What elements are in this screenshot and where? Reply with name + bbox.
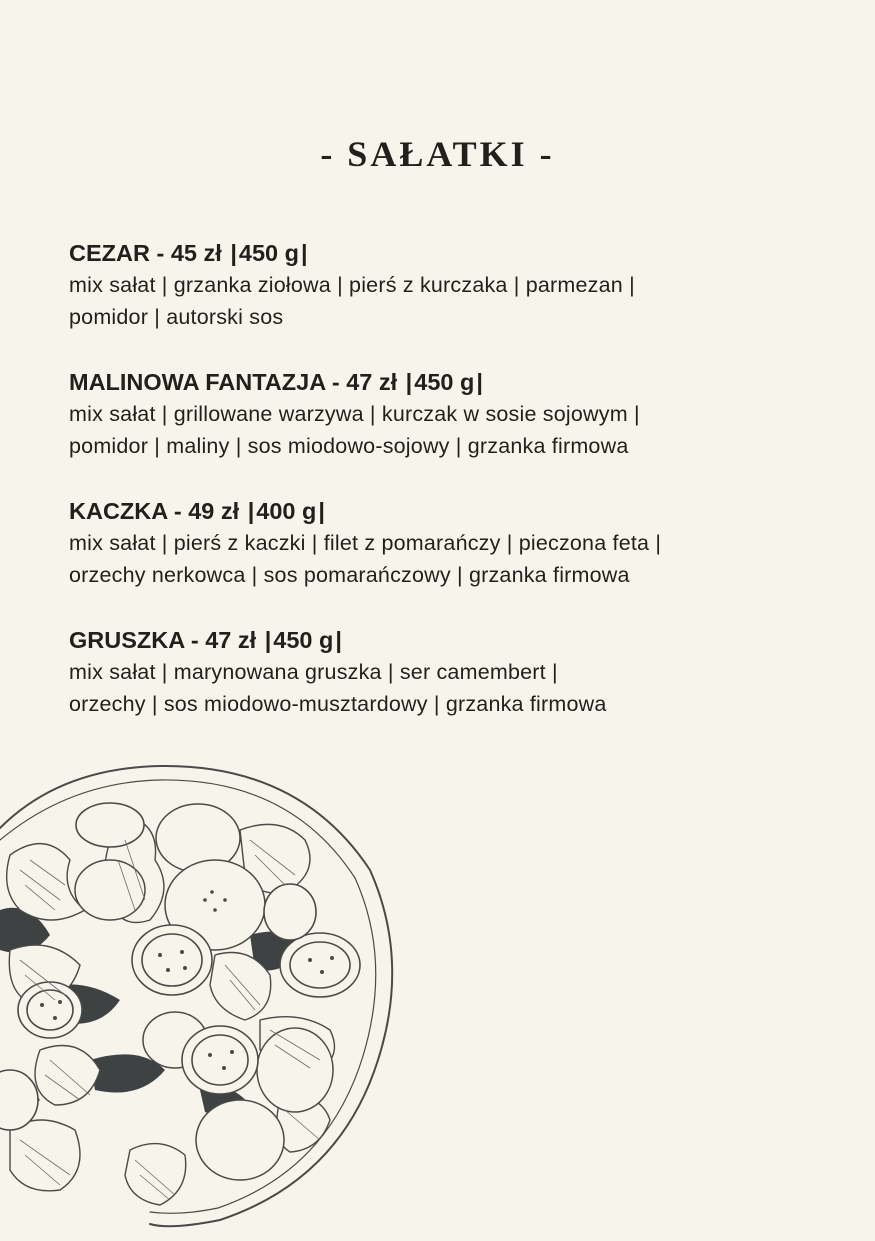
item-heading: CEZAR - 45 zł |450 g|: [69, 240, 308, 266]
menu-list: [69, 236, 809, 752]
item-weight: 450 g: [273, 627, 334, 653]
salad-bowl-illustration: [0, 760, 400, 1241]
item-name: GRUSZKA: [69, 627, 185, 653]
item-weight: 450 g: [414, 369, 475, 395]
menu-item-malinowa-fantazja: [69, 365, 809, 462]
item-description: mix sałat | marynowana gruszka | ser camembert | orzechy | sos miodowo-musztardowy | grzanka firmowa: [69, 660, 607, 716]
item-price: 49 zł: [188, 498, 240, 524]
item-price: 47 zł: [205, 627, 257, 653]
item-weight: 400 g: [256, 498, 317, 524]
item-name: MALINOWA FANTAZJA: [69, 369, 326, 395]
item-price: 45 zł: [170, 240, 222, 266]
menu-item-cezar: [69, 236, 809, 333]
menu-item-kaczka: [69, 494, 809, 591]
item-heading: KACZKA - 49 zł |400 g|: [69, 498, 325, 524]
menu-item-gruszka: [69, 623, 809, 720]
item-name: CEZAR: [69, 240, 150, 266]
item-heading: MALINOWA FANTAZJA - 47 zł |450 g|: [69, 369, 483, 395]
item-weight: 450 g: [238, 240, 299, 266]
item-name: KACZKA: [69, 498, 168, 524]
item-price: 47 zł: [346, 369, 398, 395]
item-description: mix sałat | pierś z kaczki | filet z pomarańczy | pieczona feta | orzechy nerkowca | sos pomarańczowy | grzanka firmowa: [69, 531, 662, 587]
item-heading: GRUSZKA - 47 zł |450 g|: [69, 627, 342, 653]
item-description: mix sałat | grzanka ziołowa | pierś z kurczaka | parmezan | pomidor | autorski sos: [69, 273, 635, 329]
page-title: - SAŁATKI -: [320, 134, 555, 175]
item-description: mix sałat | grillowane warzywa | kurczak w sosie sojowym | pomidor | maliny | sos miodowo-sojowy | grzanka firmowa: [69, 402, 640, 458]
